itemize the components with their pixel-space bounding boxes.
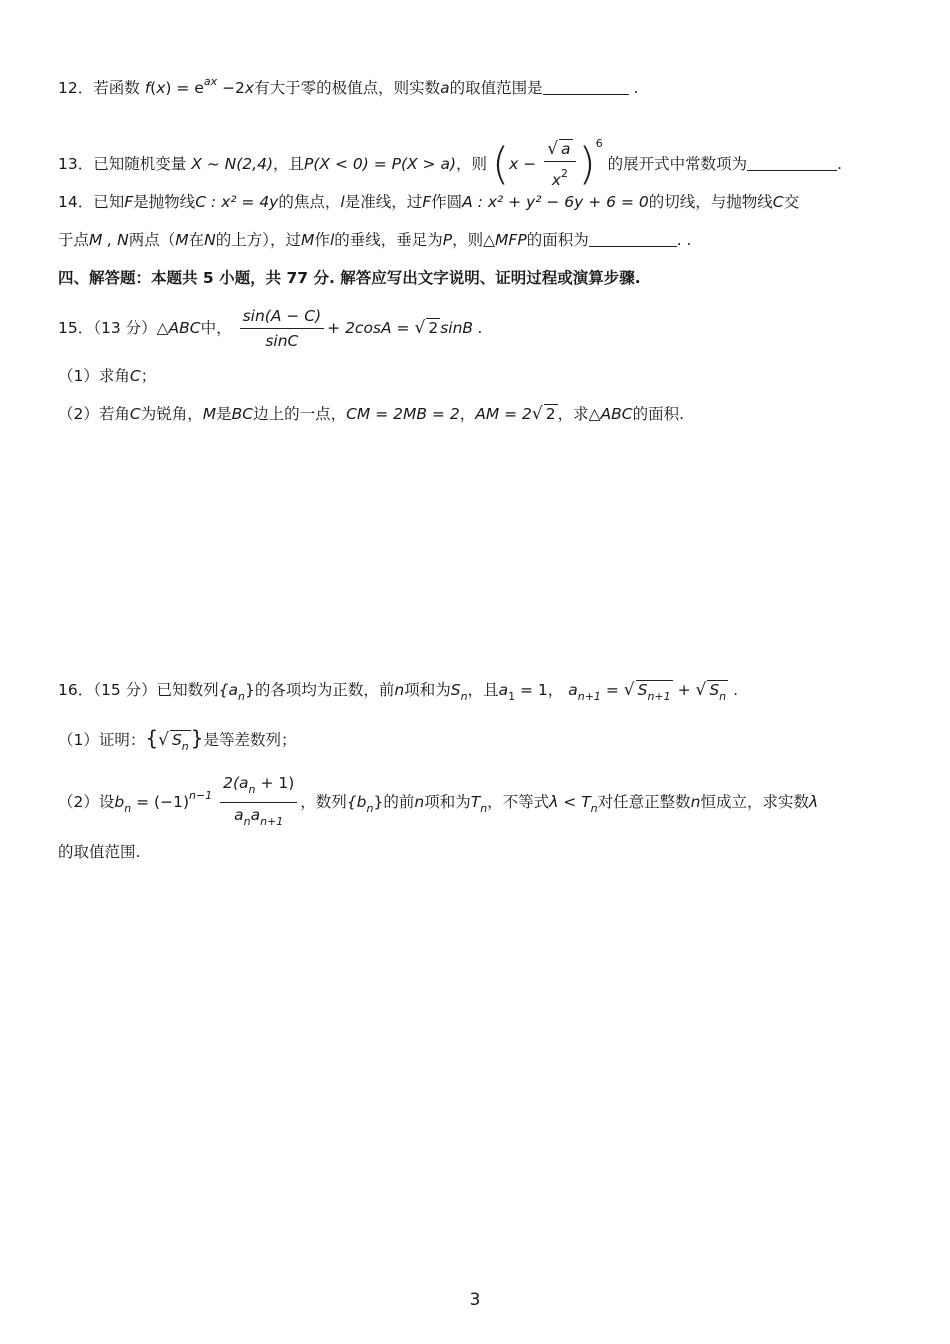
q15-score: （13 分） (93, 319, 157, 337)
q16-p2-t1: （2）设 (58, 793, 115, 811)
q14-t9: 两点（ (128, 231, 176, 249)
q14-number: 14． (58, 193, 94, 211)
q12-text-pre: 若函数 (93, 79, 140, 97)
q16-p1-lbrace: { (145, 726, 159, 750)
q15-p2-t6: ，求△ (557, 405, 601, 423)
q15-p2-C: C (129, 405, 141, 423)
q16-p2-t4: 项和为 (424, 793, 471, 811)
q16-bn-close: } (373, 793, 384, 811)
q16-p2-t5: ，不等式 (487, 793, 550, 811)
section-4-heading: 四、解答题：本题共 5 小题，共 77 分. 解答应写出文字说明、证明过程或演算步骤. (58, 269, 641, 287)
q16-p2-n2: n (690, 793, 701, 811)
q16-a1-sub: 1 (508, 690, 516, 703)
q13-text-then: ，则 (456, 155, 488, 173)
q14-MFP: MFP (495, 231, 527, 249)
q14-t6: 的切线，与抛物线 (648, 193, 773, 211)
q15-part-1 (58, 364, 156, 388)
q13-dist: ~ N(2,4) (201, 155, 273, 173)
q15-frac-num: sin(A − C) (240, 306, 325, 329)
q15-p2-t4: 边上的一点， (253, 405, 347, 423)
q16-bn-sub: n (366, 802, 374, 815)
q15-sqrt-icon: √ (414, 318, 426, 338)
q16-frac-den2: a (250, 806, 261, 824)
q12-text-mid: 有大于零的极值点，则实数 (254, 79, 441, 97)
q16-frac-num-end: + 1) (255, 774, 295, 792)
q14-t8: 于点 (58, 231, 90, 249)
q14-N: N (204, 231, 216, 249)
q16-p1-text: （1）证明： (58, 731, 146, 749)
q14-circle: A : x² + y² − 6y + 6 = 0 (462, 193, 649, 211)
q13-text-mid: ，且 (273, 155, 305, 173)
q13-sqrt-icon: √ (547, 139, 559, 159)
q16-frac-den-sub1: n (243, 815, 251, 828)
question-12 (58, 70, 639, 100)
q16-ineq-sub: n (590, 802, 598, 815)
q15-sinB: sinB . (440, 319, 483, 337)
q15-p2-eq: CM = 2MB = 2 (346, 405, 460, 423)
q13-answer-blank (747, 156, 837, 171)
q14-M: M (175, 231, 189, 249)
q16-T-sub: n (480, 802, 488, 815)
q14-M2: M (301, 231, 315, 249)
q16-p2-t3: 的前 (383, 793, 415, 811)
q16-p2-t6: 对任意正整数 (597, 793, 691, 811)
q16-frac-num-sub: n (248, 783, 256, 796)
question-13 (58, 118, 843, 190)
question-15 (58, 300, 483, 356)
question-14-line-1 (58, 190, 799, 214)
q14-C: C (772, 193, 784, 211)
q16-end: . (728, 681, 739, 699)
q13-rparen: ) (578, 138, 596, 190)
q16-p2-t7: 恒成立，求实数 (700, 793, 810, 811)
q15-part-2 (58, 402, 684, 426)
q15-p2-sqrt: 2 (545, 405, 556, 423)
q16-rec-eq: = (600, 681, 624, 699)
q14-t13: 的垂线，垂足为 (334, 231, 443, 249)
q16-p2-t2: ，数列 (300, 793, 347, 811)
q13-prob: P(X < 0) = P(X > a) (304, 155, 457, 173)
q13-fraction (544, 139, 575, 190)
question-14-line-2 (58, 228, 691, 252)
q16-fraction (220, 773, 297, 832)
q14-t7: 交 (783, 193, 800, 211)
q16-rec-sub: n+1 (577, 690, 601, 703)
q16-plus: + (672, 681, 696, 699)
q16-part-2-cont: 的取值范围. (58, 843, 141, 861)
q15-p2-t3: 是 (216, 405, 232, 423)
q13-den-x: x (551, 171, 561, 189)
q14-t15: 的面积为 (526, 231, 589, 249)
q16-n: n (394, 681, 405, 699)
q16-p1-end: 是等差数列； (203, 731, 297, 749)
q14-t12: 作 (314, 231, 330, 249)
q15-p2-am: AM = 2 (475, 405, 532, 423)
q16-lambda: λ (809, 793, 819, 811)
q14-F2: F (422, 193, 432, 211)
q16-part-2 (58, 768, 819, 828)
q12-exp: ax (203, 75, 218, 88)
page-number: 3 (469, 1290, 481, 1310)
q13-x-minus: x − (509, 155, 537, 173)
q14-t10: 在 (188, 231, 205, 249)
q16-an: {a (218, 681, 239, 699)
q16-p1-sqrt-icon: √ (158, 730, 169, 750)
q15-p2-M: M (202, 405, 217, 423)
q15-rest: + 2cosA = (327, 319, 415, 337)
question-16 (58, 678, 738, 709)
q14-P: P (442, 231, 453, 249)
q16-bn: {b (346, 793, 367, 811)
q13-lparen: ( (491, 138, 510, 190)
q15-p2-ABC: ABC (600, 405, 633, 423)
q16-S: S (450, 681, 461, 699)
q15-triangle: △ABC (156, 319, 201, 337)
q13-sqrt-a: a (561, 140, 571, 158)
q13-end: . (837, 155, 843, 173)
q16-b-eq: = (−1) (131, 793, 189, 811)
q16-t3: 项和为 (404, 681, 451, 699)
q16-sq2-sub: n (719, 690, 727, 703)
q16-rec: a (568, 681, 578, 699)
q16-frac-num: 2(a (223, 774, 249, 792)
q12-end: . (633, 79, 639, 97)
q13-den-exp: 2 (560, 167, 568, 180)
q16-an-sub: n (238, 690, 246, 703)
q12-func: f (144, 79, 151, 97)
q12-text-post: 的取值范围是 (449, 79, 543, 97)
q15-p2-BC: BC (231, 405, 254, 423)
q15-sqrt2: 2 (428, 319, 439, 337)
q16-p1-rbrace: } (190, 726, 204, 750)
q12-rparen: ) (165, 79, 172, 97)
q16-b: b (114, 793, 125, 811)
q16-sq1: S (637, 681, 648, 699)
q14-l2: l (329, 231, 335, 249)
q16-sq1-sub: n+1 (647, 690, 671, 703)
q16-t1: 已知数列 (156, 681, 219, 699)
q12-a: a (440, 79, 450, 97)
q15-p1-C: C (129, 367, 141, 385)
q15-frac-den: sinC (265, 332, 299, 350)
q14-t3: 的焦点， (278, 193, 341, 211)
q16-b-sub: n (124, 802, 132, 815)
q16-t2: 的各项均为正数，前 (254, 681, 395, 699)
q15-p2-sqrt-icon: √ (531, 404, 543, 424)
q12-number: 12． (58, 79, 94, 97)
q12-lparen: ( (150, 79, 157, 97)
q16-b-exp: n−1 (189, 789, 213, 802)
q12-eq: = e (176, 79, 204, 97)
q14-l: l (340, 193, 345, 211)
q16-p1-S-sub: n (181, 740, 189, 753)
q12-answer-blank (543, 80, 629, 95)
q16-a1: a (498, 681, 509, 699)
q15-p1-end: ； (140, 367, 157, 385)
q16-ineq: λ < T (549, 793, 591, 811)
q14-t11: 的上方），过 (215, 231, 302, 249)
q15-p1-text: （1）求角 (58, 367, 130, 385)
q15-fraction (240, 306, 325, 351)
q16-sqrt2-icon: √ (695, 680, 707, 700)
q16-an-close: } (245, 681, 255, 699)
q16-frac-den-sub2: n+1 (260, 815, 284, 828)
q14-F: F (124, 193, 134, 211)
q12-x2: x (244, 79, 255, 97)
q13-power: 6 (595, 137, 603, 150)
q13-text-post: 的展开式中常数项为 (607, 155, 748, 173)
q12-x: x (156, 79, 166, 97)
q16-score: （15 分） (93, 681, 157, 699)
q16-sqrt1-icon: √ (623, 680, 635, 700)
q16-p2-n: n (414, 793, 425, 811)
q16-a1-eq: = 1， (515, 681, 564, 699)
q16-frac-den: a (234, 806, 244, 824)
q16-S-sub: n (460, 690, 468, 703)
q15-text-mid: 中， (200, 319, 232, 337)
q13-text-pre: 已知随机变量 (93, 155, 187, 173)
q16-p1-S: S (171, 731, 182, 749)
q14-t5: 作圆 (431, 193, 463, 211)
q14-end: . . (676, 231, 692, 249)
q14-parabola: C : x² = 4y (195, 193, 279, 211)
q16-number: 16． (58, 681, 94, 699)
q15-p2-t2: 为锐角， (140, 405, 203, 423)
q15-p2-t5: ， (459, 405, 476, 423)
q14-MN: M , N (89, 231, 129, 249)
q13-number: 13． (58, 155, 94, 173)
q14-t14: ，则△ (452, 231, 496, 249)
q16-part-1 (58, 726, 297, 756)
q14-answer-blank (589, 232, 677, 247)
q12-minus: −2 (222, 79, 245, 97)
q16-t4: ，且 (467, 681, 499, 699)
q13-X: X (191, 155, 202, 173)
q16-T: T (470, 793, 481, 811)
q15-number: 15． (58, 319, 94, 337)
q14-t2: 是抛物线 (133, 193, 196, 211)
q14-t1: 已知 (93, 193, 125, 211)
q15-p2-t1: （2）若角 (58, 405, 130, 423)
q14-t4: 是准线，过 (344, 193, 423, 211)
q16-sq2: S (709, 681, 720, 699)
q15-p2-t7: 的面积. (632, 405, 685, 423)
